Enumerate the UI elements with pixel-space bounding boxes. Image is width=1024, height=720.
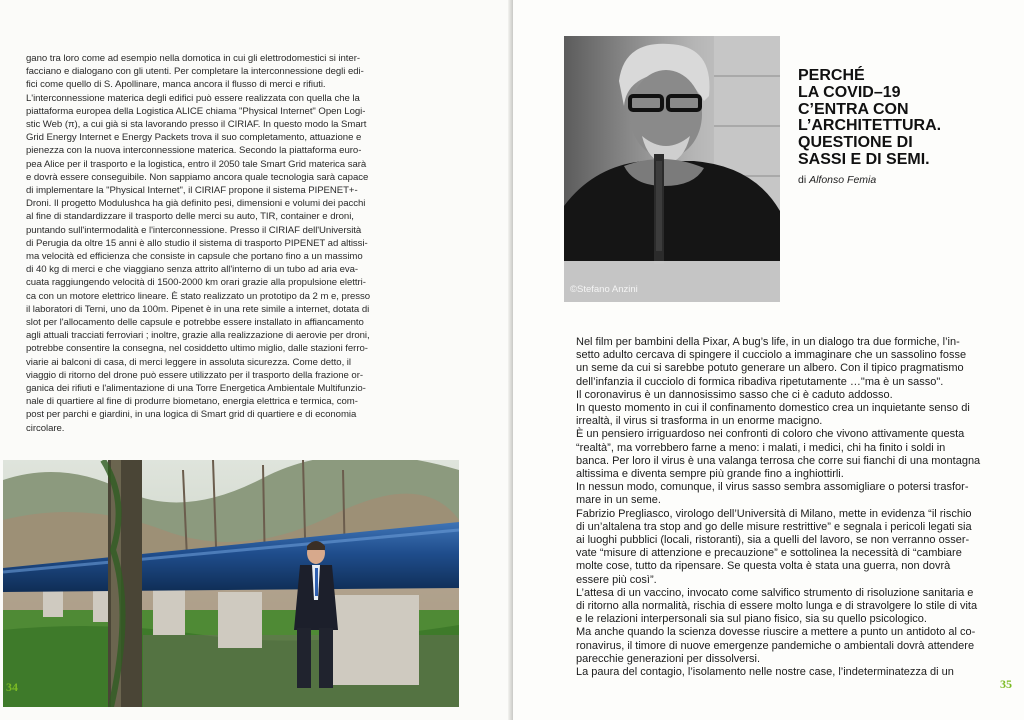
text-line: il laboratori di Terni, uno da 100m. Pipenet è in una rete simile a internet, dotata di xyxy=(26,303,370,315)
text-line: mare in un seme. xyxy=(576,494,661,507)
text-line: Grid Energy Internet e Energy Packets trova il suo completamento, attuazione e xyxy=(26,132,362,144)
text-line: pea Alice per il trasporto e la logistica, entro il 2050 tale Smart Grid materica sarà xyxy=(26,158,367,170)
headline-line: C’ENTRA CON xyxy=(798,100,909,118)
text-line: ca con un motore elettrico lineare. È stato realizzato un prototipo da 2 m e, presso xyxy=(26,290,371,302)
left-article-text xyxy=(26,52,446,435)
article-byline xyxy=(798,174,876,186)
text-line: e le relazioni interpersonali sia sul piano fisico, sia su quello psicologico. xyxy=(576,613,927,626)
text-line: Il coronavirus è un dannosissimo sasso che ci è caduto addosso. xyxy=(576,388,893,401)
text-line: L’attesa di un vaccino, invocato come salvifico strumento di risoluzione sanitaria e xyxy=(576,586,974,599)
text-line: irrealtà, il virus si trasforma in un enorme macigno. xyxy=(576,415,823,428)
headline-line: LA COVID–19 xyxy=(798,83,901,101)
text-line: ronavirus, il timore di nuove emergenze pandemiche o ambientali dovrà attendere xyxy=(576,639,975,652)
text-line: un seme da cui si sarebbe potuto generare un albero. Con il tipico pragmatismo xyxy=(576,362,964,375)
text-line: viarie ai balconi di casa, di merci leggere in assoluta sicurezza. Come detto, il xyxy=(26,356,351,368)
text-line: nale di quartiere al fine di produrre biometano, energia elettrica e termica, com- xyxy=(26,396,358,408)
text-line: stic Web (π), a cui già si sta lavorando presso il CIRIAF. In questo modo la Smart xyxy=(26,119,367,131)
text-line: potrebbe consentire la consegna, nel cosiddetto ultimo miglio, dalle stazioni ferro- xyxy=(26,343,368,355)
byline-prefix: di xyxy=(798,174,810,186)
text-line: parecchie generazioni per dissolversi. xyxy=(576,652,761,665)
text-line: ma velocità ed efficienza che consiste in capsule che portano fino a un massimo xyxy=(26,251,363,263)
text-line: In questo momento in cui il confinamento domestico crea un inquietante senso di xyxy=(576,402,970,415)
headline-line: L’ARCHITETTURA. xyxy=(798,117,942,135)
text-line: di implementare la "Physical Internet", il CIRIAF propone il sistema PIPENET+- xyxy=(26,185,358,197)
man-beside-pipeline-photo xyxy=(3,460,459,707)
text-line: slot per l'allocamento delle capsule e potrebbe essere installato in affiancamento xyxy=(26,317,364,329)
text-line: Nel film per bambini della Pixar, A bug’s life, in un dialogo tra due formiche, l’in- xyxy=(576,336,960,348)
text-line: molte cose, tutto da ripensare. Se questa volta è stata una guerra, non dovrà xyxy=(576,560,951,573)
text-line: di Perugia da oltre 15 anni è allo studio il sistema di trasporto PIPENET ad altissi- xyxy=(26,237,368,249)
text-line: ai luoghi pubblici (locali, ristoranti), sia a quelli del lavoro, se non verranno osser- xyxy=(576,534,970,547)
text-line: di un’altalena tra stop and go delle misure restrittive” e segnala i pericoli legati sia xyxy=(576,520,972,533)
text-line: di ritorno alla normalità, rischia di essere molto lunga e di stravolgere lo stile di vita xyxy=(576,600,978,613)
page-number-left: 34 xyxy=(6,680,18,694)
text-line: viaggio di ritorno del drone può essere utilizzato per il trasporto della frazione or- xyxy=(26,369,363,381)
page-number-right: 35 xyxy=(1000,677,1012,691)
text-line: piattaforma europea della Logistica ALICE chiama "Physical Internet" Open Logi- xyxy=(26,105,366,117)
text-line: e dovrà essere conseguibile. Non sappiamo ancora quale tecnologia sarà capace xyxy=(26,171,369,183)
text-line: post per parchi e giardini, in una logica di Smart grid di quartiere e di economia xyxy=(26,409,357,421)
text-line: In nessun modo, comunque, il virus sasso sembra assomigliare o potersi trasfor- xyxy=(576,481,969,494)
left-page xyxy=(0,0,511,720)
headline-line: SASSI E DI SEMI. xyxy=(798,150,930,168)
text-line: altissima e diventa sempre più grande fino a inghiottirli. xyxy=(576,468,844,481)
text-line: gano tra loro come ad esempio nella domotica in cui gli elettrodomestici si inter- xyxy=(26,53,360,64)
text-line: Fabrizio Pregliasco, virologo dell’Università di Milano, mette in evidenza “il rischio xyxy=(576,507,972,520)
text-line: L'interconnessione materica degli edifici può essere realizzata con quella che la xyxy=(26,92,360,104)
headline-line: PERCHÉ xyxy=(798,67,865,84)
text-line: di 40 kg di merci e che viaggiano senza attrito all'interno di un tubo ad aria eva- xyxy=(26,264,359,276)
byline-author: Alfonso Femia xyxy=(809,174,877,186)
right-page xyxy=(513,0,1024,720)
text-line: ganica dei rifiuti e l'alimentazione di una Torre Energetica Ambientale Multifunzio- xyxy=(26,383,366,395)
text-line: cuata raggiungendo velocità di 1500-2000 km orari grazie alla propulsione elettri- xyxy=(26,277,366,289)
text-line: La paura del contagio, l’isolamento nelle nostre case, l’indeterminatezza di un xyxy=(576,666,954,679)
text-line: dell’infanzia il cucciolo di formica ribadiva ripetutamente …"ma è un sasso". xyxy=(576,375,944,388)
right-article-text xyxy=(576,336,1000,679)
headline-line: QUESTIONE DI xyxy=(798,134,913,152)
text-line: fici come quello di S. Apollinare, manca ancora il flusso di merci e rifiuti. xyxy=(26,79,326,91)
text-line: “realtà”, ma vorrebbero farne a meno: i malati, i medici, chi ha finito i soldi in xyxy=(576,441,946,454)
text-line: circolare. xyxy=(26,422,65,434)
text-line: agli attuali tracciati ferroviari ; inoltre, grazie alla realizzazione di aerovie per droni, xyxy=(26,330,370,342)
text-line: al fine di standardizzare il trasporto delle merci su auto, TIR, container e droni, xyxy=(26,211,354,223)
architect-portrait-photo xyxy=(564,36,780,302)
text-line: vate “misure di attenzione e precauzione” e sottolinea la necessità di “cambiare xyxy=(576,547,962,560)
text-line: Droni. Il progetto Modulushca ha già definito pesi, dimensioni e volumi dei pacchi xyxy=(26,198,366,210)
text-line: È un pensiero irriguardoso nei confronti di coloro che vivono attivamente questa xyxy=(576,428,965,441)
text-line: puntando sull'intermodalità e l'interconnessione. Presso il CIRIAF dell'Università xyxy=(26,224,362,236)
photo-credit: ©Stefano Anzini xyxy=(570,284,638,295)
text-line: Ma anche quando la scienza dovesse riuscire a mettere a punto un antidoto al co- xyxy=(576,626,976,639)
text-line: essere più così”. xyxy=(576,573,657,586)
text-line: facciano e dialogano con gli utenti. Per completare la interconnessione degli edi- xyxy=(26,66,364,78)
article-headline xyxy=(798,68,1013,169)
text-line: pienezza con la nuova interconnessione materica. Secondo la piattaforma euro- xyxy=(26,145,362,157)
text-line: setto adulto cercava di spingere il cucciolo a immaginare che un sassolino fosse xyxy=(576,349,967,362)
text-line: banca. Per loro il virus è una valanga terrosa che corre sui fianchi di una montagna xyxy=(576,454,981,467)
